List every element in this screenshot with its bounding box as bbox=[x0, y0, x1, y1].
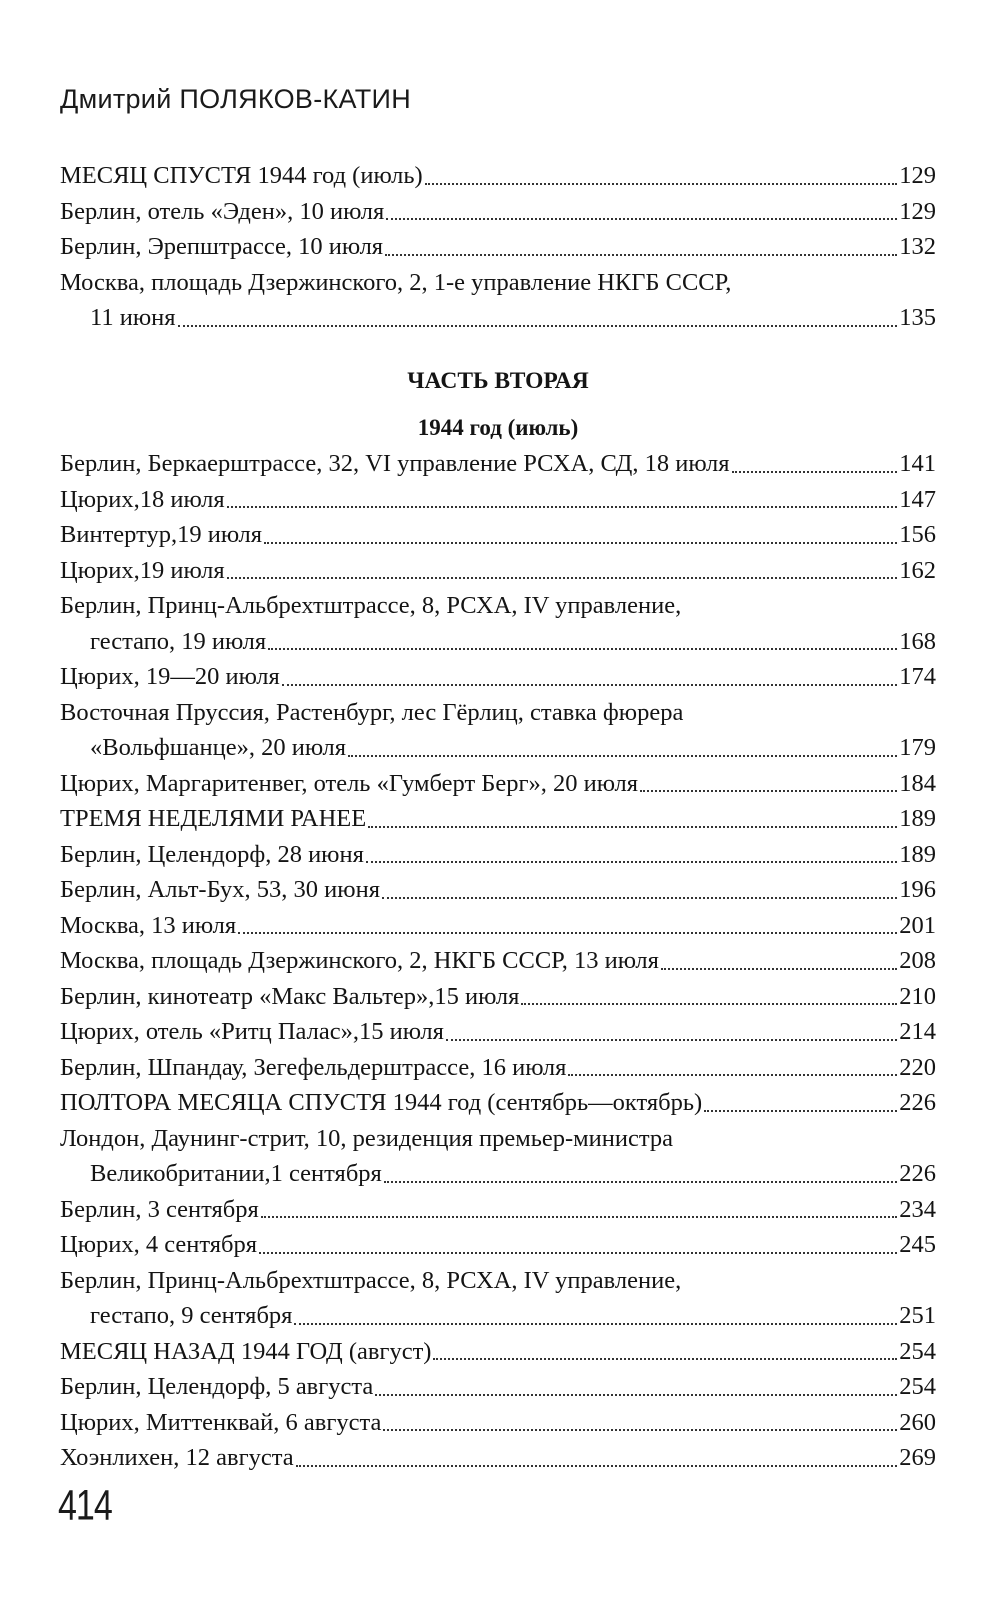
dot-leader bbox=[704, 1104, 897, 1112]
toc-entry bbox=[60, 1050, 936, 1086]
toc-entry-title: Цюрих, 19—20 июля bbox=[60, 663, 280, 690]
toc-part-two bbox=[60, 364, 936, 1476]
toc-entry-title: Берлин, Альт-Бух, 53, 30 июня bbox=[60, 876, 380, 903]
toc-entry bbox=[60, 1369, 936, 1405]
toc-entry-title: Винтертур,19 июля bbox=[60, 521, 263, 548]
toc-entry-title: ТРЕМЯ НЕДЕЛЯМИ РАНЕЕ bbox=[60, 805, 367, 832]
dot-leader bbox=[521, 997, 897, 1005]
dot-leader bbox=[296, 1459, 898, 1467]
toc-entry-title: Берлин, Шпандау, Зегефельдерштрассе, 16 июля bbox=[60, 1053, 567, 1081]
toc-entry-page: 210 bbox=[899, 982, 936, 1010]
toc-entry-page: 189 bbox=[899, 805, 936, 832]
dot-leader bbox=[375, 1388, 897, 1396]
toc-entry bbox=[60, 1014, 936, 1050]
toc-entry bbox=[60, 158, 936, 194]
toc-entry-page: 201 bbox=[899, 911, 936, 939]
toc-entry-title: Цюрих,19 июля bbox=[60, 556, 225, 584]
toc-entry-page: 220 bbox=[899, 1053, 936, 1081]
dot-leader bbox=[268, 642, 897, 650]
dot-leader bbox=[282, 678, 897, 686]
toc-entry bbox=[60, 300, 936, 336]
toc-entry-title: Берлин, Эрепштрассе, 10 июля bbox=[60, 233, 384, 260]
toc-entry-title: Цюрих, Маргаритенвег, отель «Гумберт Берг», 20 июля bbox=[60, 769, 638, 797]
toc-entry-title: Хоэнлихен, 12 августа bbox=[60, 1444, 294, 1471]
toc-entry bbox=[60, 229, 936, 265]
toc-entry-title: Берлин, отель «Эден», 10 июля bbox=[60, 197, 385, 225]
toc-entry bbox=[60, 659, 936, 695]
toc-entry-title: Берлин, Беркаерштрассе, 32, VI управление РСХА, СД, 18 июля bbox=[60, 450, 730, 477]
toc-entry-title: Москва, 13 июля bbox=[60, 911, 237, 939]
toc-entry bbox=[60, 194, 936, 230]
toc-entry-page: 162 bbox=[899, 556, 936, 584]
toc-entry-title: Берлин, 3 сентября bbox=[60, 1195, 259, 1223]
dot-leader bbox=[446, 1033, 897, 1041]
dot-leader bbox=[386, 212, 897, 220]
dot-leader bbox=[732, 465, 898, 473]
dot-leader bbox=[227, 500, 898, 508]
dot-leader bbox=[261, 1210, 898, 1218]
toc-entry-page: 208 bbox=[899, 947, 936, 974]
toc-entry-page: 254 bbox=[899, 1337, 936, 1365]
toc-entry-page: 245 bbox=[899, 1231, 936, 1258]
toc-entry-title: Берлин, Целендорф, 28 июня bbox=[60, 840, 364, 868]
toc-entry-continuation: гестапо, 9 сентября bbox=[90, 1302, 293, 1329]
toc-entry bbox=[60, 908, 936, 944]
toc-entry-title: ПОЛТОРА МЕСЯЦА СПУСТЯ 1944 год (сентябрь—октябрь) bbox=[60, 1089, 703, 1116]
toc-entry bbox=[60, 446, 936, 482]
toc-entry bbox=[60, 1440, 936, 1476]
toc-entry-page: 226 bbox=[899, 1089, 936, 1116]
toc-entry-title: Цюрих, Миттенквай, 6 августа bbox=[60, 1408, 382, 1436]
toc-entry-page: 135 bbox=[899, 304, 936, 331]
toc-entry-title: Берлин, кинотеатр «Макс Вальтер»,15 июля bbox=[60, 982, 520, 1010]
dot-leader bbox=[348, 749, 897, 757]
toc-entry-page: 141 bbox=[899, 450, 936, 477]
toc-entry bbox=[60, 766, 936, 802]
toc-entry bbox=[60, 1227, 936, 1263]
dot-leader bbox=[385, 248, 897, 256]
toc-entry-title: Цюрих, 4 сентября bbox=[60, 1231, 258, 1258]
toc-entry-continuation: «Вольфшанце», 20 июля bbox=[90, 734, 347, 761]
dot-leader bbox=[640, 784, 897, 792]
dot-leader bbox=[661, 962, 897, 970]
toc-entry bbox=[60, 1192, 936, 1228]
toc-entry-title: Цюрих,18 июля bbox=[60, 485, 225, 513]
toc-entry-continuation: Великобритании,1 сентября bbox=[90, 1160, 382, 1187]
toc-entry-title: Берлин, Принц-Альбрехтштрассе, 8, РСХА, IV управление, bbox=[60, 1266, 682, 1294]
toc-entry-title: Лондон, Даунинг-стрит, 10, резиденция премьер-министра bbox=[60, 1124, 674, 1152]
dot-leader bbox=[238, 926, 897, 934]
dot-leader bbox=[259, 1246, 897, 1254]
toc-entry-page: 196 bbox=[899, 876, 936, 903]
toc-entry-page: 269 bbox=[899, 1444, 936, 1471]
toc-entry bbox=[60, 1405, 936, 1441]
toc-entry-page: 260 bbox=[899, 1408, 936, 1436]
toc-entry-title: Москва, площадь Дзержинского, 2, 1-е управление НКГБ СССР, bbox=[60, 268, 732, 296]
dot-leader bbox=[227, 571, 898, 579]
part-subheading: 1944 год (июль) bbox=[417, 415, 579, 440]
toc-entry-title: МЕСЯЦ НАЗАД 1944 ГОД (август) bbox=[60, 1337, 432, 1365]
toc-entry bbox=[60, 801, 936, 837]
toc-entry bbox=[60, 1156, 936, 1192]
toc-entry bbox=[60, 943, 936, 979]
toc-entry-page: 156 bbox=[899, 521, 936, 548]
dot-leader bbox=[366, 855, 897, 863]
dot-leader bbox=[568, 1068, 897, 1076]
toc-entry-continuation: гестапо, 19 июля bbox=[90, 627, 267, 655]
toc-entry bbox=[60, 1085, 936, 1121]
toc-entry-title: Берлин, Целендорф, 5 августа bbox=[60, 1373, 374, 1400]
dot-leader bbox=[425, 177, 898, 185]
dot-leader bbox=[433, 1352, 897, 1360]
toc-entry-continuation: 11 июня bbox=[90, 304, 176, 331]
toc-entry-title: МЕСЯЦ СПУСТЯ 1944 год (июль) bbox=[60, 162, 423, 189]
dot-leader bbox=[383, 1423, 897, 1431]
toc-entry-page: 214 bbox=[899, 1018, 936, 1045]
toc-entry-page: 129 bbox=[899, 197, 936, 225]
toc-entry-page: 234 bbox=[899, 1195, 936, 1223]
toc-entry bbox=[60, 979, 936, 1015]
dot-leader bbox=[382, 891, 897, 899]
toc-entry-title: Берлин, Принц-Альбрехтштрассе, 8, РСХА, IV управление, bbox=[60, 592, 682, 619]
toc-entry-page: 254 bbox=[899, 1373, 936, 1400]
toc-entry bbox=[60, 1334, 936, 1370]
toc-entry bbox=[60, 624, 936, 660]
page-number: 414 bbox=[58, 1482, 112, 1530]
toc-entry bbox=[60, 837, 936, 873]
dot-leader bbox=[178, 319, 898, 327]
part-heading: ЧАСТЬ ВТОРАЯ bbox=[407, 368, 589, 394]
toc-entry-page: 168 bbox=[899, 627, 936, 655]
toc-entry bbox=[60, 730, 936, 766]
toc-entry-page: 179 bbox=[899, 734, 936, 761]
toc-entry-page: 129 bbox=[899, 162, 936, 189]
dot-leader bbox=[384, 1175, 897, 1183]
toc-entry bbox=[60, 482, 936, 518]
dot-leader bbox=[294, 1317, 897, 1325]
toc-entry bbox=[60, 872, 936, 908]
toc-entry-page: 184 bbox=[899, 769, 936, 797]
toc-entry-page: 189 bbox=[899, 840, 936, 868]
toc-entry bbox=[60, 517, 936, 553]
running-head-author: Дмитрий ПОЛЯКОВ-КАТИН bbox=[60, 84, 412, 114]
toc-entry bbox=[60, 1298, 936, 1334]
toc-entry-page: 251 bbox=[899, 1302, 936, 1329]
toc-list-part-one bbox=[60, 158, 936, 336]
toc-entry-page: 226 bbox=[899, 1160, 936, 1187]
toc-list-part-two bbox=[60, 446, 936, 1476]
toc-entry-title: Москва, площадь Дзержинского, 2, НКГБ СССР, 13 июля bbox=[60, 947, 659, 974]
dot-leader bbox=[264, 536, 897, 544]
toc-entry-page: 132 bbox=[899, 233, 936, 260]
dot-leader bbox=[368, 820, 897, 828]
toc-entry-page: 174 bbox=[899, 663, 936, 690]
toc-entry-page: 147 bbox=[899, 485, 936, 513]
toc-entry-title: Восточная Пруссия, Растенбург, лес Гёрлиц, ставка фюрера bbox=[60, 698, 684, 726]
toc-entry-title: Цюрих, отель «Ритц Палас»,15 июля bbox=[60, 1018, 444, 1045]
toc-entry bbox=[60, 553, 936, 589]
